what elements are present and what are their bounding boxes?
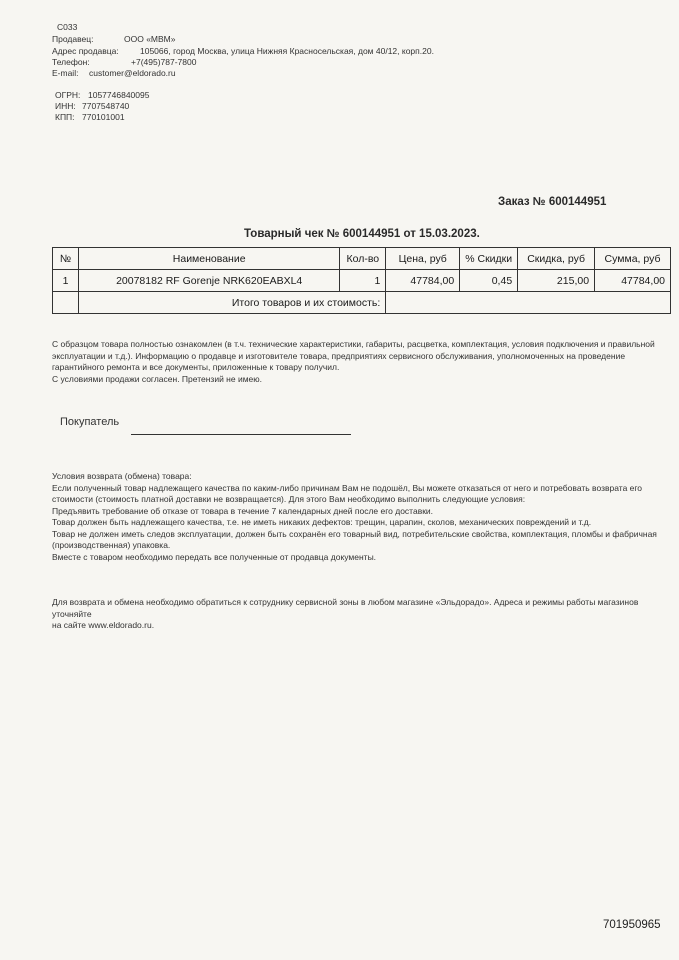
table-header-row [53,248,671,270]
return-line: Товар не должен иметь следов эксплуатации, должен быть сохранён его товарный вид, потребительские свойства, комплектация, пломбы и фабричная [52,528,657,539]
return-line: (производственная) упаковка. [52,540,171,550]
phone-label: Телефон: [52,57,90,67]
acknowledgement-line: С условиями продажи согласен. Претензий не имею. [52,373,263,384]
row-quantity: 1 [340,270,386,292]
row-discount-amount: 215,00 [518,270,595,292]
acknowledgement-line: С образцом товара полностью ознакомлен (в т.ч. технические характеристики, габариты, расцветка, комплектация, условия подключения и правильной [52,339,655,349]
document-code: С033 [57,22,78,32]
row-price: 47784,00 [386,270,460,292]
column-header-price: Цена, руб [386,248,460,270]
seller-value: ООО «МВМ» [124,34,176,44]
buyer-label: Покупатель [60,416,120,428]
table-row [53,270,671,292]
service-info [52,597,667,632]
kpp-label: КПП: [55,112,75,122]
acknowledgement-text [52,339,667,385]
column-header-discount-percent: % Скидки [460,248,518,270]
receipt-title: Товарный чек № 600144951 от 15.03.2023. [244,228,480,240]
buyer-signature-line [131,434,351,435]
acknowledgement-line: гарантийного ремонта и все документы, приложенные к товару получил. [52,362,340,372]
row-number: 1 [53,270,79,292]
ogrn-value: 1057746840095 [88,90,150,100]
column-header-name: Наименование [78,248,339,270]
return-line: Товар должен быть надлежащего качества, т.е. не иметь никаких дефектов: трещин, царапин, сколов, механических повреждений и т.д. [52,517,592,527]
row-discount-percent: 0,45 [460,270,518,292]
return-line: стоимости (стоимость платной доставки не возвращается). Для этого Вам необходимо выполнить следующие условия: [52,494,526,504]
acknowledgement-line: эксплуатации и т.д.). Информацию о продавце и изготовителе товара, предприятиях сервисного обслуживания, уполномоченных на проведение [52,350,626,361]
return-title: Условия возврата (обмена) товара: [52,471,192,481]
service-line: Для возврата и обмена необходимо обратиться к сотруднику сервисной зоны в любом магазине «Эльдорадо». Адреса и режимы работы магазинов уточняйте [52,597,639,619]
kpp-value: 770101001 [82,112,125,122]
email-label: E-mail: [52,68,79,78]
inn-value: 7707548740 [82,101,130,111]
row-sum: 47784,00 [595,270,671,292]
phone-value: +7(495)787-7800 [131,57,197,67]
service-line: на сайте www.eldorado.ru. [52,620,155,630]
return-line: Вместе с товаром необходимо передать все полученные от продавца документы. [52,551,377,562]
seller-label: Продавец: [52,34,94,44]
column-header-discount-amount: Скидка, руб [518,248,595,270]
row-item-name: 20078182 RF Gorenje NRK620EABXL4 [78,270,339,292]
table-total-row [53,292,671,314]
ogrn-label: ОГРН: [55,90,81,100]
receipt-table [52,247,671,314]
email-value: customer@eldorado.ru [89,68,176,78]
total-label: Итого товаров и их стоимость: [78,292,385,314]
address-label: Адрес продавца: [52,46,119,56]
address-value: 105066, город Москва, улица Нижняя Красносельская, дом 40/12, корп.20. [140,46,434,56]
document-number: 701950965 [603,919,661,931]
column-header-quantity: Кол-во [340,248,386,270]
column-header-number: № [53,248,79,270]
return-line: Если полученный товар надлежащего качества по каким-либо причинам Вам не подошёл, Вы можете отказаться от него и потребовать возврата его [52,482,643,493]
inn-label: ИНН: [55,101,76,111]
column-header-sum: Сумма, руб [595,248,671,270]
order-title: Заказ № 600144951 [498,196,607,208]
return-conditions [52,471,667,563]
return-line: Предъявить требование об отказе от товара в течение 7 календарных дней после его доставки. [52,505,434,516]
